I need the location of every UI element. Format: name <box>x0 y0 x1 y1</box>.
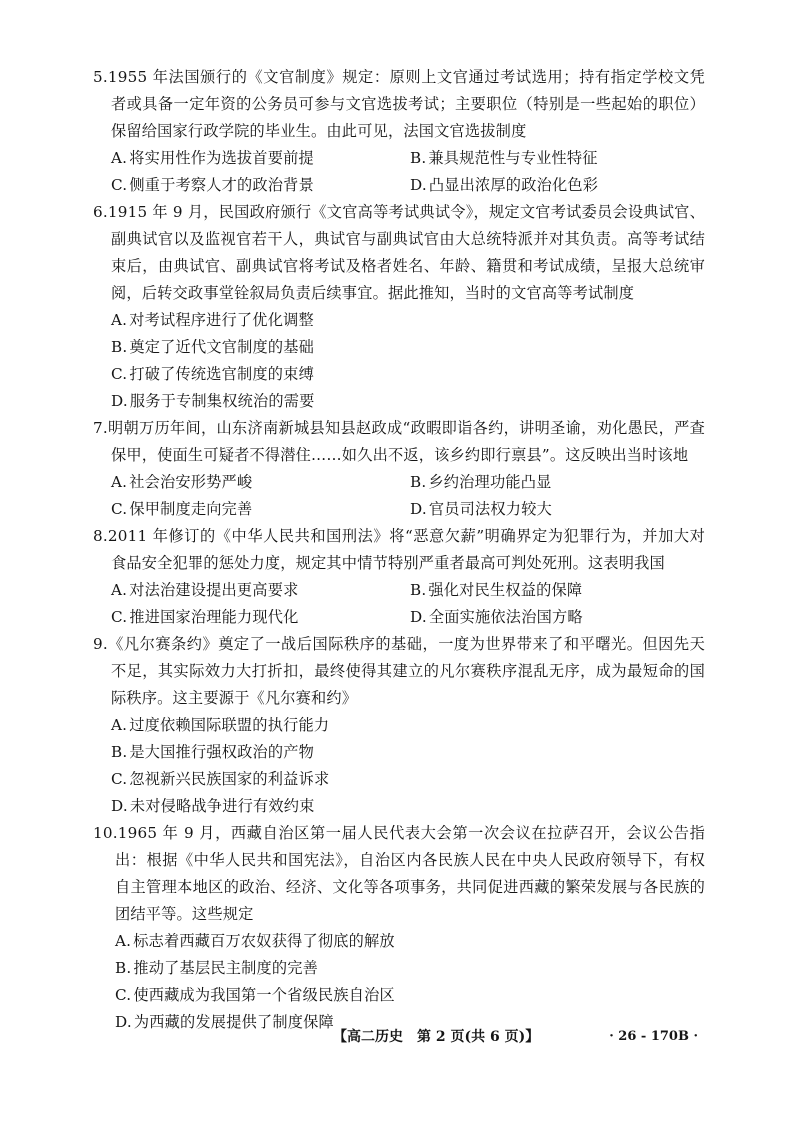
option-label: D. <box>111 797 128 815</box>
option-label: D. <box>410 176 427 194</box>
option-text: 推动了基层民主制度的完善 <box>133 959 319 977</box>
option-a[interactable] <box>115 928 705 955</box>
option-text: 将实用性作为选拔首要前提 <box>129 149 314 167</box>
option-text: 官员司法权力较大 <box>428 500 552 518</box>
question-stem <box>93 631 705 712</box>
option-label: A. <box>115 932 132 950</box>
option-label: B. <box>111 743 128 761</box>
option-label: A. <box>111 716 128 734</box>
option-label: B. <box>115 959 132 977</box>
question-number: 6. <box>93 203 108 221</box>
option-c[interactable] <box>111 172 410 199</box>
option-b[interactable] <box>410 469 709 496</box>
option-a[interactable] <box>111 469 410 496</box>
option-label: A. <box>111 581 128 599</box>
option-text: 对考试程序进行了优化调整 <box>129 311 314 329</box>
question-text: 《凡尔赛条约》奠定了一战后国际秩序的基础，一度为世界带来了和平曙光。但因先天不足，其实际效力大打折扣，最终使得其建立的凡尔赛秩序混乱无序，成为最短命的国际秩序。这主要源于《凡尔赛和约》 <box>107 635 705 707</box>
options-list <box>93 577 705 631</box>
option-text: 乡约治理功能凸显 <box>428 473 552 491</box>
question-number: 8. <box>93 527 108 545</box>
option-text: 服务于专制集权统治的需要 <box>129 392 315 410</box>
question-stem <box>93 820 705 928</box>
option-b[interactable] <box>111 739 705 766</box>
option-text: 使西藏成为我国第一个省级民族自治区 <box>133 986 395 1004</box>
option-text: 保甲制度走向完善 <box>129 500 253 518</box>
option-text: 全面实施依法治国方略 <box>428 608 583 626</box>
page-footer <box>0 1026 794 1048</box>
option-label: C. <box>111 365 128 383</box>
option-text: 标志着西藏百万农奴获得了彻底的解放 <box>133 932 395 950</box>
question-text: 1955 年法国颁行的《文官制度》规定：原则上文官通过考试选用；持有指定学校文凭者或具备一定年资的公务员可参与文官选拔考试；主要职位（特别是一些起始的职位）保留给国家行政学院的毕业生。由此可见，法国文官选拔制度 <box>107 68 705 140</box>
option-a[interactable] <box>111 145 410 172</box>
option-text: 打破了传统选官制度的束缚 <box>129 365 314 383</box>
option-label: C. <box>111 608 128 626</box>
option-d[interactable] <box>111 388 705 415</box>
option-label: A. <box>111 149 128 167</box>
option-label: D. <box>115 1013 132 1031</box>
question-stem <box>93 64 705 145</box>
question-7 <box>93 415 705 523</box>
option-label: D. <box>410 608 427 626</box>
option-label: C. <box>111 770 128 788</box>
option-label: B. <box>410 149 427 167</box>
question-text: 1915 年 9 月，民国政府颁行《文官高等考试典试令》，规定文官考试委员会设典试官、副典试官以及监视官若干人，典试官与副典试官由大总统特派并对其负责。高等考试结束后，由典试官、副典试官将考试及格者姓名、年龄、籍贯和考试成绩，呈报大总统审阅，后转交政事堂铨叙局负责后续事宜。据此推知，当时的文官高等考试制度 <box>107 203 705 302</box>
option-d[interactable] <box>410 496 709 523</box>
question-number: 7. <box>93 419 108 437</box>
option-c[interactable] <box>111 766 705 793</box>
option-text: 凸显出浓厚的政治化色彩 <box>428 176 599 194</box>
question-list <box>93 64 705 1036</box>
option-d[interactable] <box>111 793 705 820</box>
option-b[interactable] <box>111 334 705 361</box>
options-list <box>93 307 705 415</box>
option-c[interactable] <box>111 496 410 523</box>
option-text: 奠定了近代文官制度的基础 <box>129 338 315 356</box>
options-list <box>93 469 705 523</box>
option-b[interactable] <box>410 577 709 604</box>
option-d[interactable] <box>410 172 709 199</box>
option-label: A. <box>111 311 128 329</box>
question-9 <box>93 631 705 820</box>
question-text: 2011 年修订的《中华人民共和国刑法》将“恶意欠薪”明确界定为犯罪行为，并加大对食品安全犯罪的惩处力度，规定其中情节特别严重者最高可判处死刑。这表明我国 <box>107 527 705 572</box>
option-d[interactable] <box>410 604 709 631</box>
option-text: 对法治建设提出更高要求 <box>129 581 299 599</box>
option-label: C. <box>111 500 128 518</box>
option-a[interactable] <box>111 712 705 739</box>
question-stem <box>93 523 705 577</box>
question-stem <box>93 199 705 307</box>
options-list <box>93 712 705 820</box>
option-text: 未对侵略战争进行有效约束 <box>129 797 315 815</box>
question-number: 10. <box>93 824 118 842</box>
question-number: 5. <box>93 68 108 86</box>
option-label: B. <box>410 581 427 599</box>
question-number: 9. <box>93 635 108 653</box>
option-b[interactable] <box>410 145 709 172</box>
footer-page-info: 【高二历史 第 2 页(共 6 页)】 <box>333 1029 540 1045</box>
option-text: 过度依赖国际联盟的执行能力 <box>129 716 330 734</box>
option-label: B. <box>111 338 128 356</box>
footer-paper-code: · 26 - 170B · <box>609 1029 698 1044</box>
question-10 <box>93 820 705 1036</box>
option-b[interactable] <box>115 955 705 982</box>
option-a[interactable] <box>111 307 705 334</box>
option-text: 为西藏的发展提供了制度保障 <box>133 1013 334 1031</box>
option-label: C. <box>115 986 132 1004</box>
option-label: D. <box>111 392 128 410</box>
option-text: 侧重于考察人才的政治背景 <box>129 176 314 194</box>
option-text: 社会治安形势严峻 <box>129 473 253 491</box>
option-text: 强化对民生权益的保障 <box>428 581 583 599</box>
option-label: A. <box>111 473 128 491</box>
question-6 <box>93 199 705 415</box>
question-5 <box>93 64 705 199</box>
option-label: D. <box>410 500 427 518</box>
option-text: 忽视新兴民族国家的利益诉求 <box>129 770 330 788</box>
question-8 <box>93 523 705 631</box>
option-c[interactable] <box>111 361 705 388</box>
option-label: B. <box>410 473 427 491</box>
question-stem <box>93 415 705 469</box>
option-text: 推进国家治理能力现代化 <box>129 608 299 626</box>
option-c[interactable] <box>115 982 705 1009</box>
option-label: C. <box>111 176 128 194</box>
options-list <box>93 928 705 1036</box>
option-a[interactable] <box>111 577 410 604</box>
option-c[interactable] <box>111 604 410 631</box>
option-text: 兼具规范性与专业性特征 <box>428 149 598 167</box>
option-text: 是大国推行强权政治的产物 <box>129 743 315 761</box>
question-text: 1965 年 9 月，西藏自治区第一届人民代表大会第一次会议在拉萨召开，会议公告指出：根据《中华人民共和国宪法》，自治区内各民族人民在中央人民政府领导下，有权自主管理本地区的政治、经济、文化等各项事务，共同促进西藏的繁荣发展与各民族的团结平等。这些规定 <box>115 824 705 923</box>
options-list <box>93 145 705 199</box>
question-text: 明朝万历年间，山东济南新城县知县赵政成“政暇即诣各约，讲明圣谕，劝化愚民，严查保甲，使面生可疑者不得潜住……如久出不返，该乡约即行禀县”。这反映出当时该地 <box>107 419 705 464</box>
